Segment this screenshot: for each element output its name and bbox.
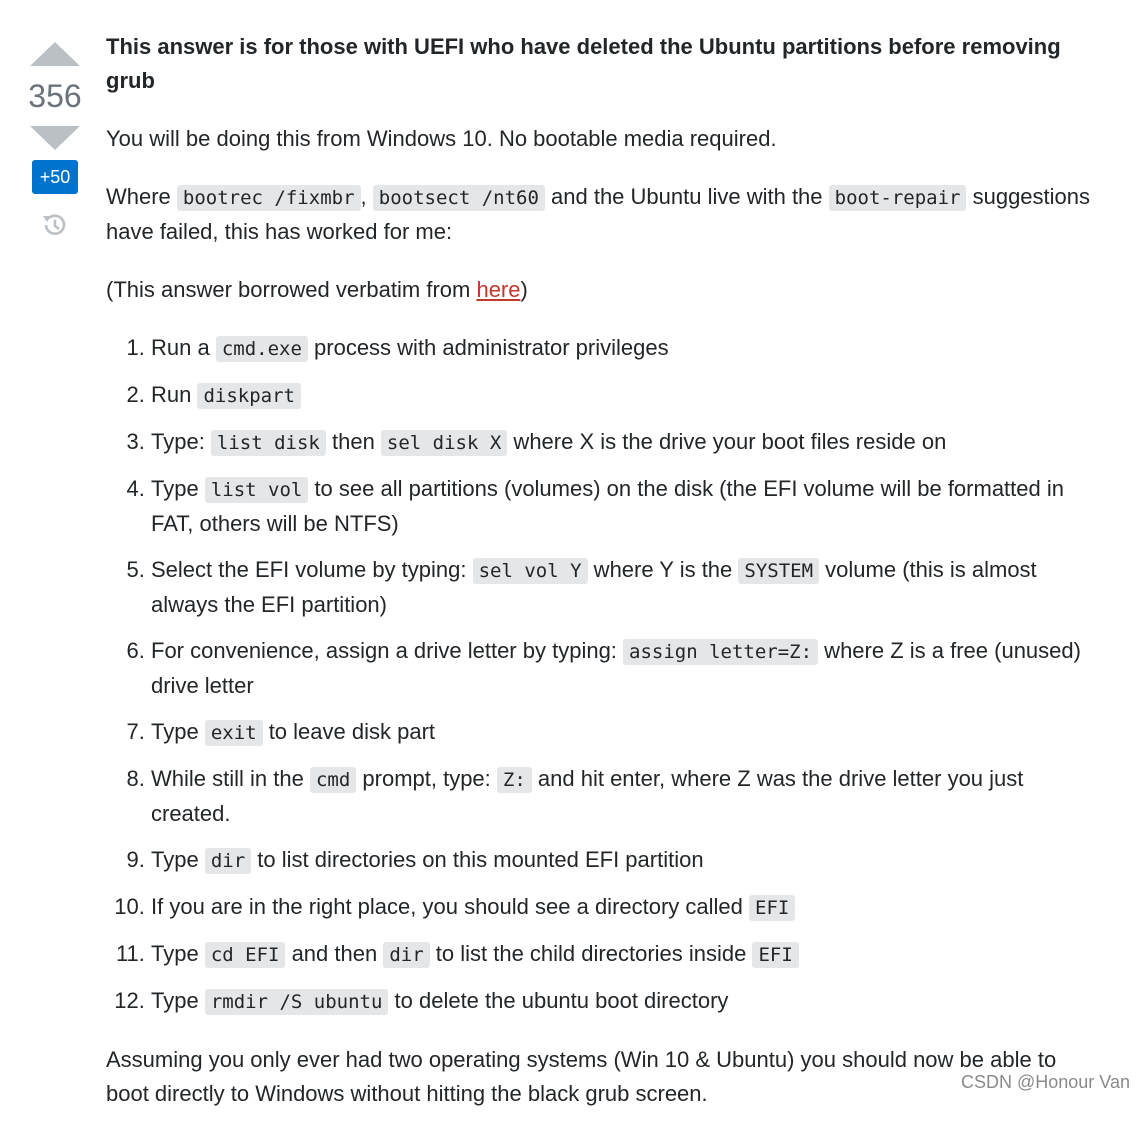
code-bootrec: bootrec /fixmbr bbox=[177, 185, 361, 211]
step-code: assign letter=Z: bbox=[623, 639, 818, 665]
step-code: dir bbox=[383, 942, 429, 968]
code-boot-repair: boot-repair bbox=[829, 185, 967, 211]
step-text: and then bbox=[285, 941, 384, 966]
step-text: Type bbox=[151, 847, 205, 872]
step-code: diskpart bbox=[197, 383, 301, 409]
here-link[interactable]: here bbox=[476, 277, 521, 302]
vote-count: 356 bbox=[28, 78, 82, 114]
step-8 bbox=[151, 762, 1096, 831]
step-text: Type bbox=[151, 941, 205, 966]
step-9 bbox=[151, 843, 1096, 878]
step-text: Type bbox=[151, 988, 205, 1013]
step-code: EFI bbox=[749, 895, 795, 921]
step-1 bbox=[151, 331, 1096, 366]
step-6 bbox=[151, 634, 1096, 703]
step-text: If you are in the right place, you should see a directory called bbox=[151, 894, 750, 919]
step-11 bbox=[151, 937, 1096, 972]
borrowed-paragraph bbox=[106, 273, 1096, 307]
step-code: cmd.exe bbox=[216, 336, 308, 362]
conclusion-text: Assuming you only ever had two operating systems (Win 10 & Ubuntu) you should now be able to boot directly to Windows without hitting the black grub screen. bbox=[106, 1047, 1057, 1106]
text-span: suggestions have failed, this has worked for me: bbox=[106, 184, 1091, 244]
step-text: to see all partitions (volumes) on the disk (the EFI volume will be formatted in FAT, others will be NTFS) bbox=[151, 476, 1064, 536]
step-text: Type bbox=[151, 719, 205, 744]
step-3 bbox=[151, 425, 1096, 460]
where-paragraph bbox=[106, 180, 1096, 249]
step-7 bbox=[151, 715, 1096, 750]
step-code: cd EFI bbox=[205, 942, 286, 968]
step-code: SYSTEM bbox=[738, 558, 819, 584]
intro-text: You will be doing this from Windows 10. No bootable media required. bbox=[106, 126, 777, 151]
step-text: Type bbox=[151, 476, 205, 501]
step-text: to delete the ubuntu boot directory bbox=[388, 988, 729, 1013]
upvote-button[interactable] bbox=[26, 38, 84, 72]
answer-heading: This answer is for those with UEFI who have deleted the Ubuntu partitions before removing grub bbox=[106, 34, 1061, 93]
step-text: then bbox=[325, 429, 381, 454]
step-code: exit bbox=[205, 720, 263, 746]
step-code: dir bbox=[205, 848, 251, 874]
step-4 bbox=[151, 472, 1096, 541]
step-text: prompt, type: bbox=[356, 766, 497, 791]
downvote-button[interactable] bbox=[26, 120, 84, 154]
step-text: volume (this is almost always the EFI partition) bbox=[151, 557, 1037, 617]
step-2 bbox=[151, 378, 1096, 413]
step-code: cmd bbox=[310, 767, 356, 793]
text-span: Where bbox=[106, 184, 177, 209]
step-text: where Z is a free (unused) drive letter bbox=[151, 638, 1081, 698]
code-bootsect: bootsect /nt60 bbox=[373, 185, 545, 211]
step-code: list disk bbox=[211, 430, 326, 456]
history-icon[interactable] bbox=[40, 210, 70, 240]
step-text: Select the EFI volume by typing: bbox=[151, 557, 473, 582]
step-text: While still in the bbox=[151, 766, 310, 791]
step-5 bbox=[151, 553, 1096, 622]
step-10 bbox=[151, 890, 1096, 925]
step-text: For convenience, assign a drive letter by typing: bbox=[151, 638, 624, 663]
text-span: ) bbox=[520, 277, 528, 302]
step-text: where Y is the bbox=[587, 557, 739, 582]
step-text: process with administrator privileges bbox=[307, 335, 669, 360]
step-text: Type: bbox=[151, 429, 211, 454]
bounty-badge[interactable]: +50 bbox=[32, 160, 78, 194]
step-text: and hit enter, where Z was the drive letter you just created. bbox=[151, 766, 1024, 826]
step-code: Z: bbox=[497, 767, 532, 793]
step-code: sel vol Y bbox=[473, 558, 588, 584]
answer-body bbox=[106, 30, 1096, 1135]
text-span: , bbox=[360, 184, 373, 209]
step-code: list vol bbox=[205, 477, 309, 503]
step-text: Run bbox=[151, 382, 198, 407]
watermark: CSDN @Honour Van bbox=[960, 1072, 1130, 1092]
step-code: rmdir /S ubuntu bbox=[205, 989, 389, 1015]
step-text: to list directories on this mounted EFI partition bbox=[251, 847, 704, 872]
text-span: (This answer borrowed verbatim from bbox=[106, 277, 477, 302]
step-code: EFI bbox=[752, 942, 798, 968]
steps-list bbox=[106, 331, 1096, 1019]
step-text: where X is the drive your boot files reside on bbox=[507, 429, 947, 454]
step-text: to leave disk part bbox=[262, 719, 436, 744]
step-12 bbox=[151, 984, 1096, 1019]
step-text: Run a bbox=[151, 335, 216, 360]
text-span: and the Ubuntu live with the bbox=[544, 184, 829, 209]
step-text: to list the child directories inside bbox=[429, 941, 753, 966]
step-code: sel disk X bbox=[381, 430, 507, 456]
vote-cell bbox=[26, 38, 84, 240]
